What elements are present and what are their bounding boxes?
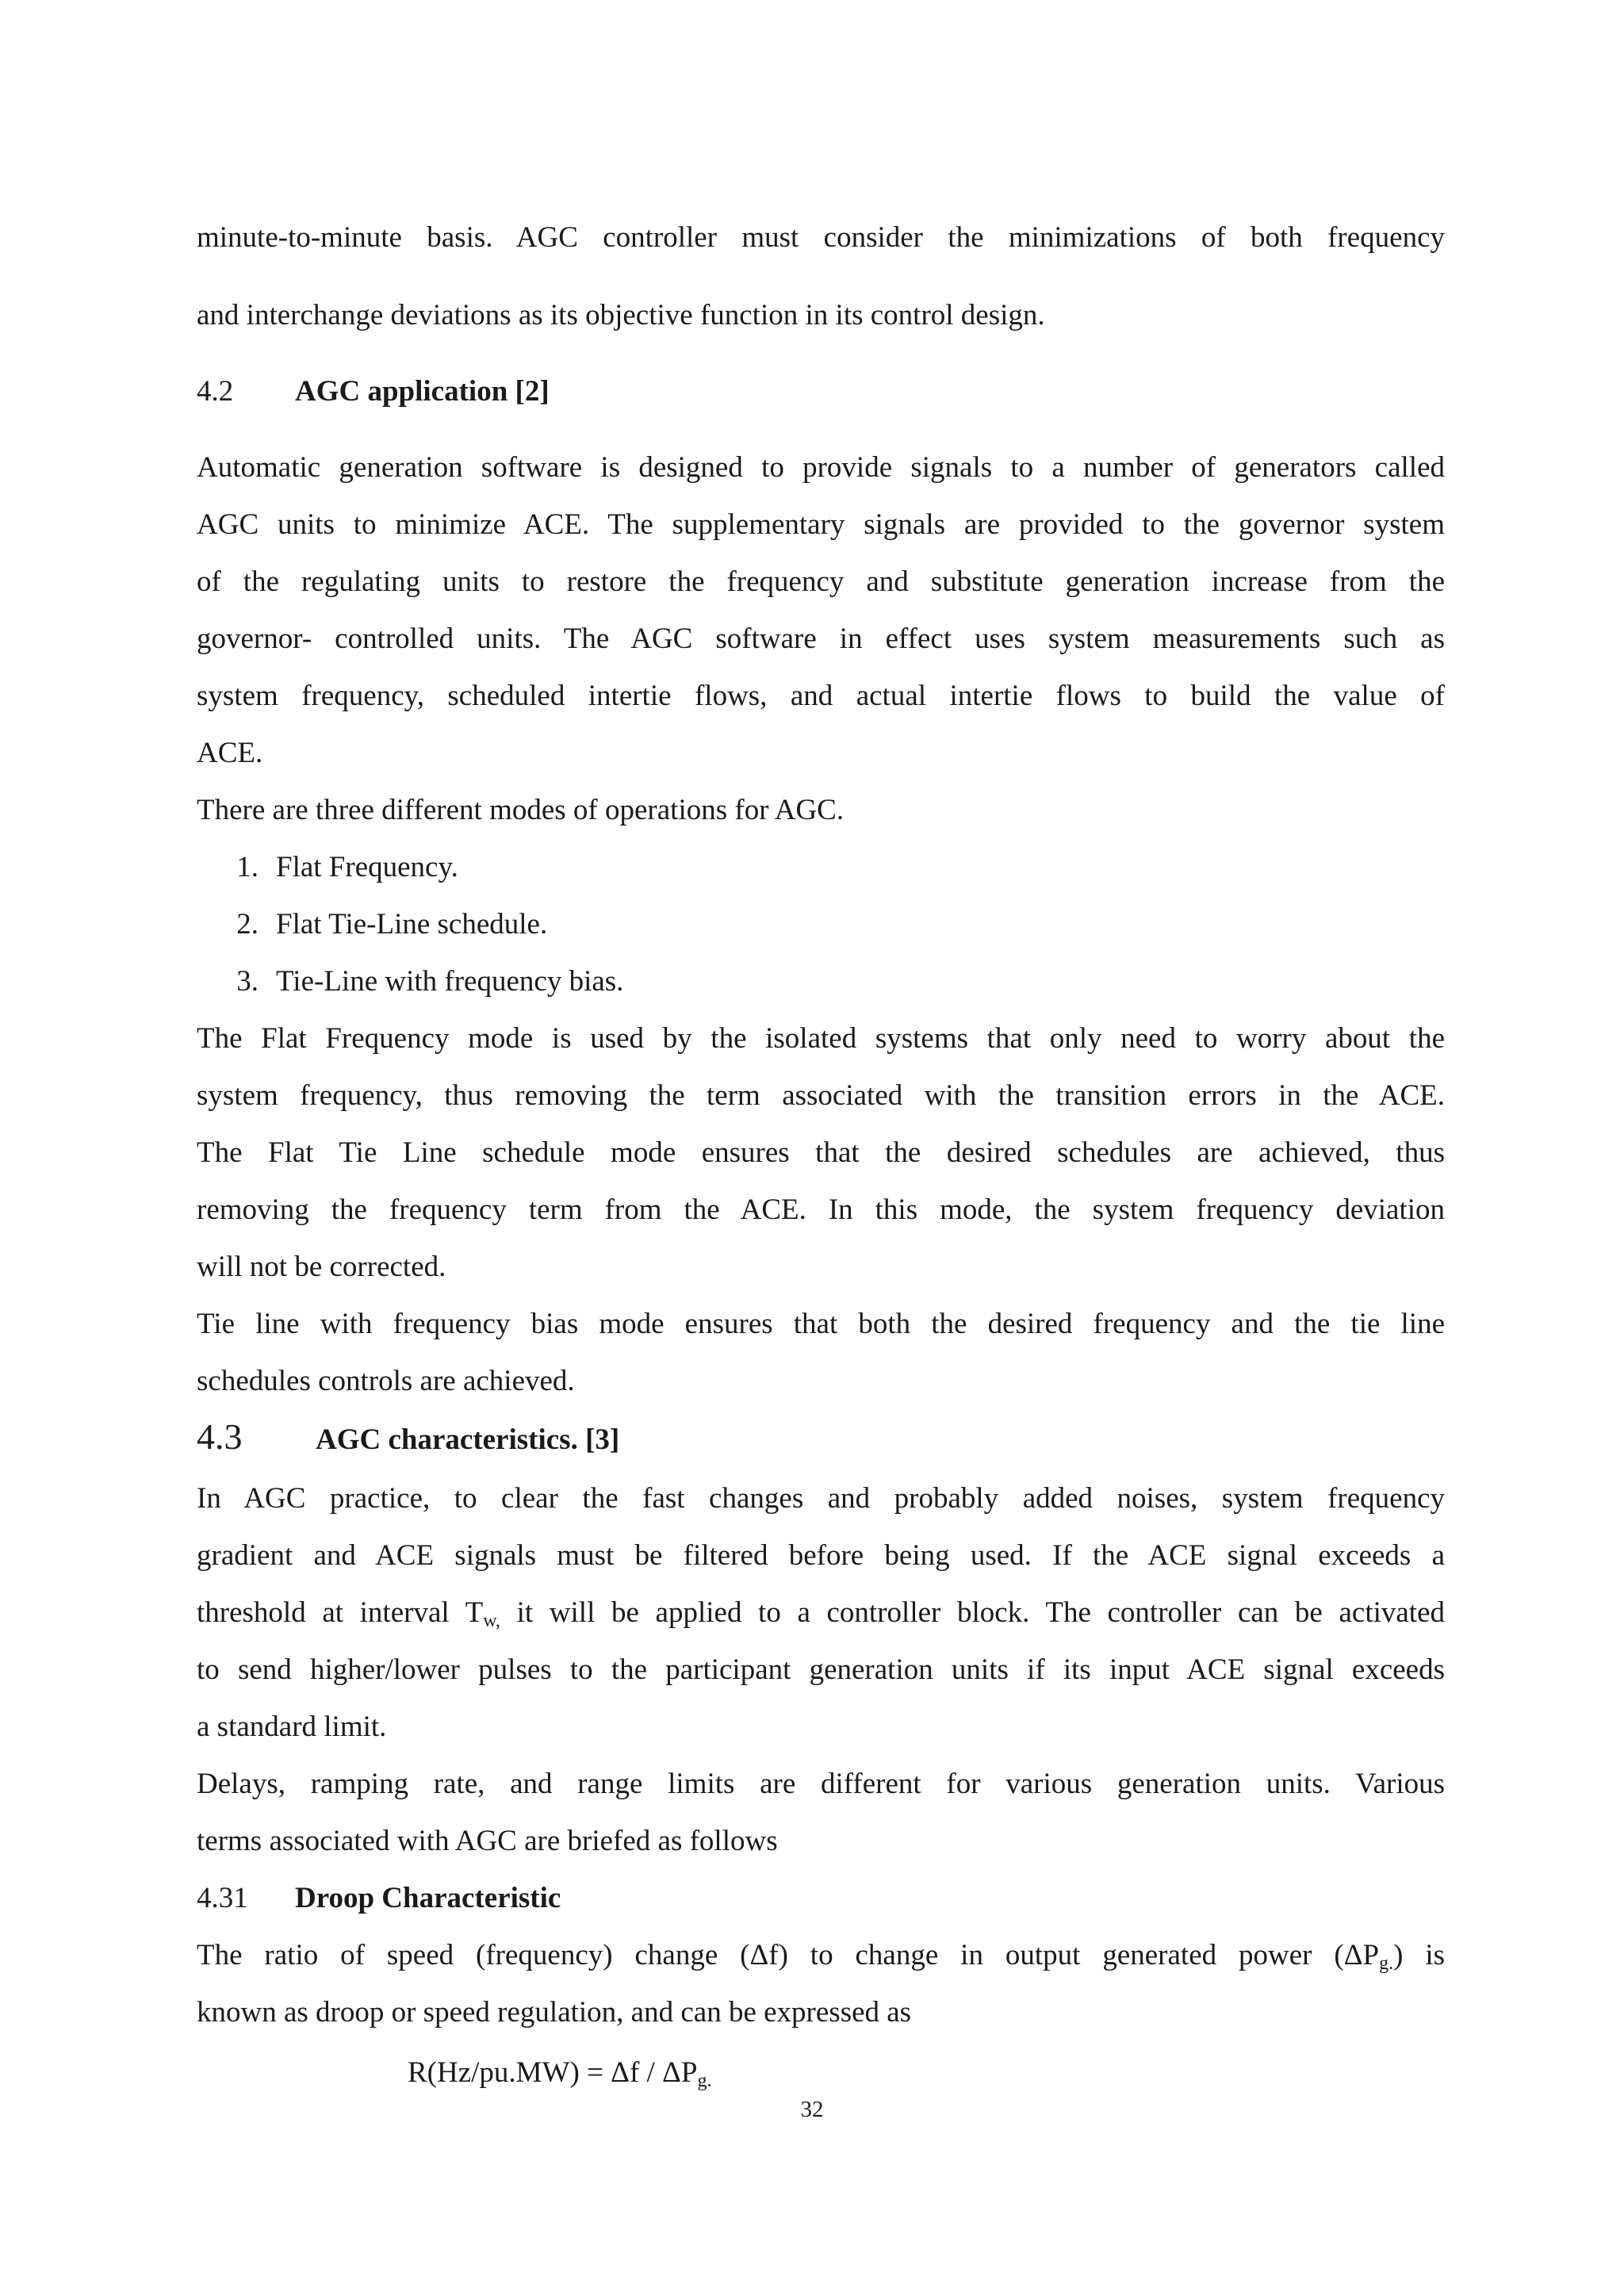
subscript: g. (697, 2071, 712, 2091)
list-item (197, 906, 547, 944)
list-text: Tie-Line with frequency bias. (276, 965, 624, 998)
body-text-line: will not be corrected. (197, 1251, 446, 1283)
list-number: 3. (236, 965, 259, 998)
body-text-line: schedules controls are achieved. (197, 1365, 575, 1397)
body-text-line: The Flat Frequency mode is used by the isolated systems that only need to worry about the (197, 1022, 1445, 1055)
section-number: 4.31 (197, 1882, 248, 1914)
text-segment: it will be applied to a controller block. The controller can be activated (500, 1596, 1446, 1629)
body-text-line (197, 1594, 1445, 1640)
body-text-line: ACE. (197, 737, 263, 769)
section-heading-4-2 (197, 373, 1445, 411)
body-text-line: a standard limit. (197, 1711, 387, 1743)
body-text-line: terms associated with AGC are briefed as follows (197, 1825, 778, 1857)
subscript: g. (1379, 1953, 1394, 1974)
text-segment: threshold at interval T (197, 1596, 484, 1629)
body-text-line: In AGC practice, to clear the fast changes and probably added noises, system frequency (197, 1482, 1445, 1515)
list-item (197, 963, 623, 1001)
list-text: Flat Frequency. (276, 851, 458, 883)
body-text-line: governor- controlled units. The AGC software in effect uses system measurements such as (197, 623, 1445, 655)
list-number: 1. (236, 851, 259, 883)
section-number: 4.2 (197, 375, 234, 408)
droop-equation (408, 2054, 711, 2100)
body-text-line: system frequency, thus removing the term associated with the transition errors in the ACE. (197, 1079, 1445, 1112)
subscript: w, (483, 1611, 500, 1631)
list-item (197, 849, 458, 887)
body-text-line: removing the frequency term from the ACE. In this mode, the system frequency deviation (197, 1193, 1445, 1226)
body-text-line: The Flat Tie Line schedule mode ensures that the desired schedules are achieved, thus (197, 1136, 1445, 1169)
body-text-line: Automatic generation software is designed to provide signals to a number of generators called (197, 451, 1445, 484)
body-text-line: Tie line with frequency bias mode ensures that both the desired frequency and the tie line (197, 1308, 1445, 1340)
body-text-line: and interchange deviations as its objective function in its control design. (197, 299, 1045, 331)
body-text-line: known as droop or speed regulation, and can be expressed as (197, 1996, 912, 2029)
section-title: Droop Characteristic (295, 1882, 561, 1914)
body-text-line: gradient and ACE signals must be filtered before being used. If the ACE signal exceeds a (197, 1539, 1445, 1572)
text-segment: ) is (1393, 1939, 1445, 1971)
text-segment: The ratio of speed (frequency) change (Δf) to change in output generated power (ΔP (197, 1939, 1380, 1971)
section-title: AGC application [2] (295, 375, 550, 408)
body-text-line: minute-to-minute basis. AGC controller must consider the minimizations of both frequency (197, 221, 1445, 254)
page-number: 32 (800, 2097, 824, 2122)
equation-text: R(Hz/pu.MW) = Δf / ΔP (408, 2056, 698, 2089)
section-heading-4-31 (197, 1879, 1445, 1918)
body-text-line: system frequency, scheduled intertie flows, and actual intertie flows to build the value of (197, 680, 1445, 712)
body-text-line: There are three different modes of operations for AGC. (197, 794, 845, 826)
body-text-line: to send higher/lower pulses to the participant generation units if its input ACE signal exceeds (197, 1653, 1445, 1686)
section-number: 4.3 (197, 1416, 243, 1457)
list-text: Flat Tie-Line schedule. (276, 908, 548, 941)
section-heading-4-3 (197, 1418, 1445, 1459)
body-text-line (197, 1937, 1445, 1983)
list-number: 2. (236, 908, 259, 941)
body-text-line: AGC units to minimize ACE. The supplementary signals are provided to the governor system (197, 508, 1445, 541)
body-text-line: Delays, ramping rate, and range limits are different for various generation units. Various (197, 1768, 1445, 1800)
section-title: AGC characteristics. [3] (316, 1423, 620, 1456)
body-text-line: of the regulating units to restore the frequency and substitute generation increase from the (197, 565, 1445, 598)
